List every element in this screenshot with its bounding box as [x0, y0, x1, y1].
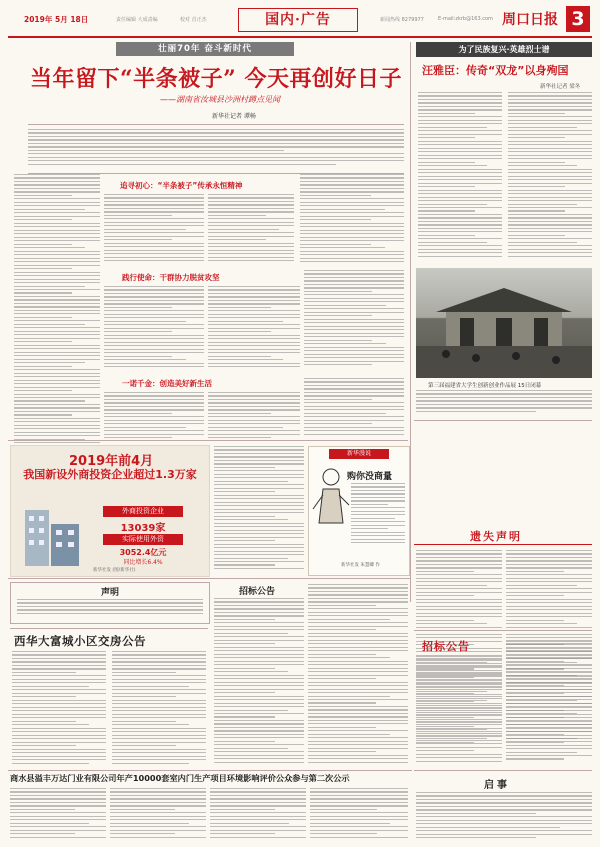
recruit-title-2: 招标公告	[422, 640, 470, 653]
subhead-2: 践行使命：干群协力脱贫攻坚	[122, 273, 220, 282]
lead-body-col-2a	[104, 194, 204, 264]
infographic-change: 同比增长6.4%	[123, 559, 163, 566]
divider-mid	[8, 440, 408, 441]
masthead-rule	[8, 36, 592, 38]
series-banner-text: 为了民族复兴·英雄烈士谱	[458, 45, 550, 54]
paper-name: 周口日报	[502, 12, 558, 28]
delivery-notice	[10, 628, 208, 769]
lost-statement-title: 遗失声明	[470, 530, 522, 543]
divider-ads	[8, 578, 410, 579]
delivery-col-1	[12, 651, 106, 767]
delivery-title: 西华大富城小区交房公告	[14, 634, 146, 648]
infographic-capital-value: 3052.4亿元	[119, 548, 167, 557]
startup-title: 启事	[484, 780, 510, 791]
lead-body-col-4b	[304, 270, 404, 370]
lead-body-col-3a	[208, 194, 294, 264]
divider-startup	[414, 770, 592, 771]
page-number: 3	[566, 6, 590, 32]
cartoon-text	[351, 483, 405, 549]
infographic-invest-value: 13039家	[120, 523, 166, 534]
cartoon-figure-icon	[311, 465, 351, 525]
lead-body-col-3c	[208, 392, 300, 442]
section-title: 国内·广告	[238, 8, 358, 32]
photo-caption: 第三届福建省大学生创新创业作品展 15日闭幕	[428, 383, 542, 389]
lost-rule	[414, 544, 592, 545]
infographic-credit: 新华社发 (图/新华社)	[93, 568, 136, 573]
lead-intro-text	[28, 124, 404, 174]
hero-headline: 汪雅臣：传奇“双龙”以身殉国	[422, 64, 569, 77]
masthead-hotline: 新闻热线 8279977	[380, 17, 424, 23]
cartoon-credit: 新华社发 朱慧卿 作	[341, 563, 380, 568]
statement-box	[10, 582, 210, 624]
infographic-invest-label: 外商投资企业	[103, 506, 183, 517]
cartoon-banner: 新华漫说	[329, 449, 389, 459]
lead-body-col-2c	[104, 392, 204, 442]
lead-body-col-3b	[208, 286, 300, 370]
infographic-headline: 我国新设外商投资企业超过1.3万家	[23, 468, 197, 481]
delivery-col-2	[112, 651, 206, 767]
recruit-title: 招标公告	[238, 587, 275, 597]
photo-building	[416, 268, 592, 378]
masthead-editor: 责任编辑 大成责编	[116, 17, 158, 23]
infographic-capital-label: 实际使用外资	[103, 534, 183, 545]
cartoon-title: 购你没商量	[347, 472, 393, 482]
subhead-1: 追寻初心：“半条被子”传承永恒精神	[120, 181, 243, 190]
series-banner	[416, 42, 592, 57]
lead-body-col-4c	[304, 378, 404, 440]
news-photo	[416, 268, 592, 378]
recruit-2-col-2	[506, 640, 592, 766]
building-icon	[19, 500, 89, 570]
divider-right	[414, 420, 592, 421]
hero-body-col-1	[418, 92, 502, 262]
startup-text	[416, 792, 592, 842]
bottom-col-4	[310, 788, 408, 842]
lead-body-col-4	[300, 174, 404, 264]
recruit-col-2	[308, 584, 408, 768]
subhead-3: 一诺千金：创造美好新生活	[122, 379, 212, 388]
bottom-col-3	[210, 788, 306, 842]
photo-caption-text	[416, 390, 592, 416]
hero-body-col-2	[508, 92, 592, 262]
cartoon-panel	[308, 446, 410, 576]
mid-body-col	[214, 446, 304, 574]
investment-infographic	[10, 445, 210, 577]
infographic-year: 2019年前4月	[69, 454, 154, 469]
divider-recruit-2	[414, 630, 592, 631]
bottom-col-2	[110, 788, 206, 842]
divider-bottom	[8, 770, 412, 771]
masthead	[0, 0, 600, 38]
lead-banner-text: 壮丽70年 奋斗新时代	[158, 44, 252, 54]
recruit-col-1	[214, 598, 304, 768]
hero-byline: 新华社记者 梁冬	[540, 84, 581, 90]
lead-subheadline: ——湖南省汝城县沙洲村蹲点见闻	[160, 95, 280, 104]
lead-banner	[116, 42, 294, 56]
lead-byline: 新华社记者 谭畅	[212, 113, 256, 120]
masthead-date: 2019年 5月 18日	[24, 15, 89, 24]
lead-body-col-2b	[104, 286, 204, 370]
bottom-col-1	[10, 788, 106, 842]
lead-headline: 当年留下“半条被子” 今天再创好日子	[30, 66, 402, 92]
masthead-issue: 校对 首正杰	[180, 17, 207, 23]
masthead-email: E-mail:zkrb@163.com	[438, 16, 493, 22]
statement-text	[17, 599, 203, 621]
recruit-2-col-1	[416, 656, 502, 766]
statement-title: 声明	[100, 588, 119, 598]
bottom-banner-title: 商水县溢丰万达门业有限公司年产10000套室内门生产项目环境影响评价公众参与第二次公示	[10, 773, 350, 783]
column-divider	[410, 42, 411, 602]
